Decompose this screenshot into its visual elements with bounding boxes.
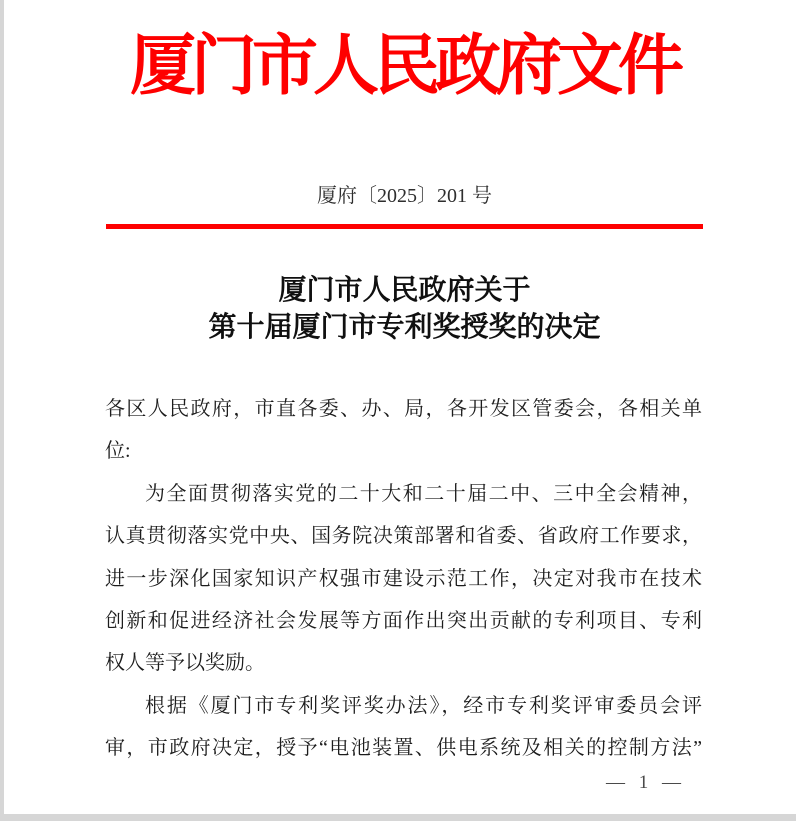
document-title xyxy=(106,272,703,346)
body-line: 位: xyxy=(105,440,131,463)
letterhead-title: 厦门市人民政府文件 xyxy=(130,30,679,103)
body-line: 创新和促进经济社会发展等方面作出突出贡献的专利项目、专利 xyxy=(105,610,702,633)
document-body xyxy=(105,388,702,770)
body-line: 为全面贯彻落实党的二十大和二十届二中、三中全会精神， xyxy=(145,482,702,505)
body-line: 根据《厦门市专利奖评奖办法》，经市专利奖评审委员会评 xyxy=(145,694,702,717)
body-line: 审，市政府决定，授予“电池装置、供电系统及相关的控制方法” xyxy=(105,737,702,760)
document-number: 厦府〔2025〕201 号 xyxy=(317,185,492,207)
document-title-line-1: 厦门市人民政府关于 xyxy=(278,275,531,306)
body-line: 进一步深化国家知识产权强市建设示范工作，决定对我市在技术 xyxy=(105,567,702,590)
document-title-line-2: 第十届厦门市专利奖授奖的决定 xyxy=(208,312,601,343)
red-divider-line xyxy=(106,224,703,229)
page-number: — 1 — xyxy=(606,772,681,793)
body-line: 认真贯彻落实党中央、国务院决策部署和省委、省政府工作要求， xyxy=(105,525,702,548)
page-edge-left xyxy=(0,0,4,821)
body-line: 各区人民政府，市直各委、办、局，各开发区管委会，各相关单 xyxy=(105,398,702,420)
page-edge-bottom xyxy=(0,814,796,821)
body-line: 权人等予以奖励。 xyxy=(105,652,265,675)
